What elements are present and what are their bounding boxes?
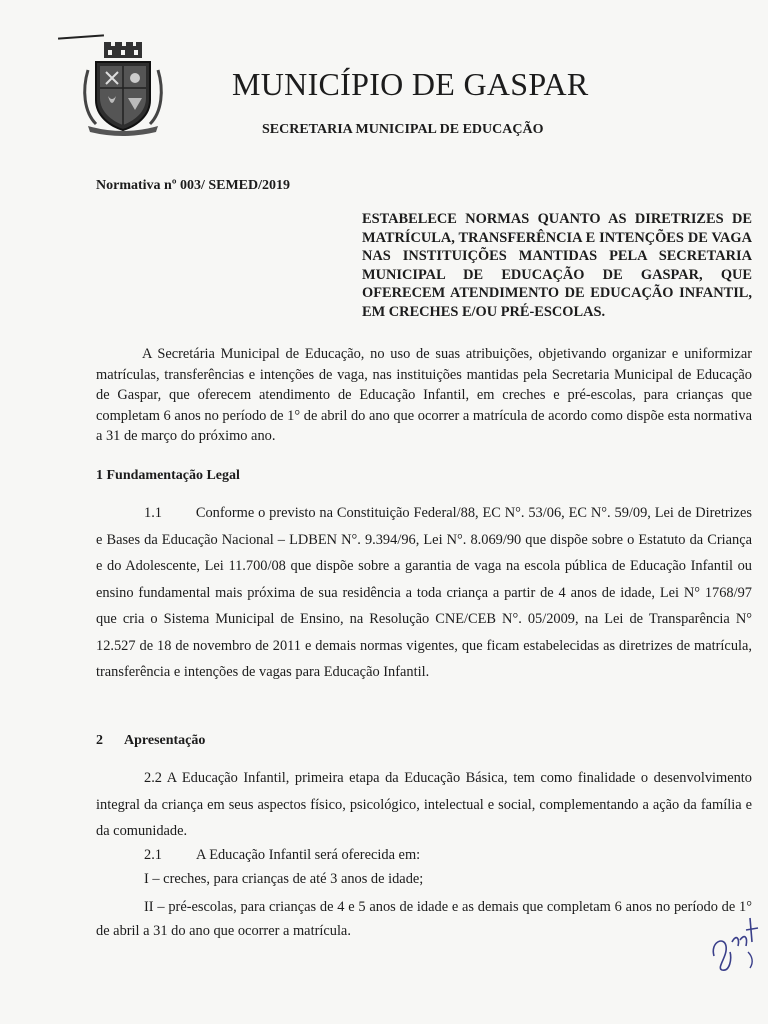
section-2-heading <box>96 733 205 749</box>
paragraph-2-1 <box>144 847 768 864</box>
section-number: 2 <box>96 733 103 748</box>
list-item-i-text: I – creches, para crianças de até 3 anos de idade; <box>144 871 424 887</box>
section-title: Apresentação <box>124 733 206 748</box>
normativa-number: Normativa nº 003/ SEMED/2019 <box>96 178 291 193</box>
list-item-ii-text: II – pré-escolas, para crianças de 4 e 5 anos de idade e as demais que completam 6 anos no período de 1° de abril a 31 do ano que ocorrer a matrícula. <box>96 899 752 939</box>
list-item-i <box>96 871 752 888</box>
clause-text-2-1: A Educação Infantil será oferecida em: <box>196 847 421 863</box>
clause-number-2-1: 2.1 <box>144 847 162 863</box>
pen-mark <box>58 34 104 39</box>
coat-of-arms-icon <box>80 40 166 136</box>
ementa-summary: ESTABELECE NORMAS QUANTO AS DIRETRIZES DE MATRÍCULA, TRANSFERÊNCIA E INTENÇÕES DE VAGA NAS INSTITUIÇÕES MANTIDAS PELA SECRETARIA MUNICIPAL DE EDUCAÇÃO DE GASPAR, QUE OFERECEM ATENDIMENTO DE EDUCAÇÃO INFANTIL, EM CRECHES E/OU PRÉ-ESCOLAS. <box>362 211 752 320</box>
list-item-ii <box>96 895 752 943</box>
intro-paragraph: A Secretária Municipal de Educação, no uso de suas atribuições, objetivando organizar e uniformizar matrículas, transferências e intenções de vaga, nas instituições mantidas pela Secretaria Municipal de Educação de Gaspar, que oferecem atendimento de Educação Infantil, em creches e pré-escolas, para crianças que completam 6 anos no período de 1° de abril do ano que ocorrer a matrícula de acordo como dispõe esta normativa a 31 de março do próximo ano. <box>96 346 752 444</box>
paragraph-2-2-text: 2.2 A Educação Infantil, primeira etapa da Educação Básica, tem como finalidade o desenvolvimento integral da criança em seus aspectos físico, psicológico, intelectual e social, complementando a ação da família e da comunidade. <box>96 770 752 839</box>
department-name: SECRETARIA MUNICIPAL DE EDUCAÇÃO <box>262 122 544 137</box>
clause-text: Conforme o previsto na Constituição Federal/88, EC N°. 53/06, EC N°. 59/09, Lei de Diretrizes e Bases da Educação Nacional – LDBEN N°. 9.394/96, Lei N°. 8.069/90 que dispõe sobre o Estatuto da Criança e do Adolescente, Lei 11.700/08 que dispõe sobre a garantia de vaga na escola pública de Educação Infantil ou ensino fundamental mais próxima de sua residência a toda criança a partir de 4 anos de idade, Lei N° 1768/97 que cria o Sistema Municipal de Ensino, na Resolução CNE/CEB N°. 05/2009, na Lei de Transparência N° 12.527 de 18 de novembro de 2011 e demais normas vigentes, que ficam estabelecidas as diretrizes de matrícula, transferência e intenções de vagas para Educação Infantil. <box>96 505 752 680</box>
clause-number: 1.1 <box>144 505 162 521</box>
handwritten-initials-signature <box>706 912 762 974</box>
municipality-title: MUNICÍPIO DE GASPAR <box>232 66 589 102</box>
section-1-heading: 1 Fundamentação Legal <box>96 468 240 483</box>
item-number-1-1 <box>96 505 144 521</box>
paragraph-2-2 <box>96 765 752 845</box>
paragraph-1-1 <box>96 500 752 686</box>
